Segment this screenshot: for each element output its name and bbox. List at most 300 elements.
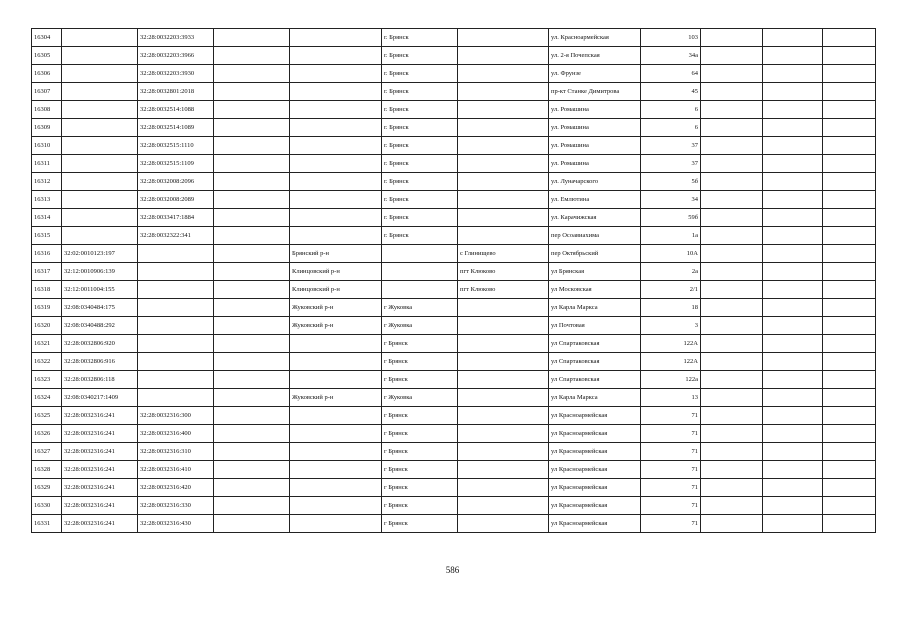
cell-empty: [214, 29, 290, 47]
cell-row-number: 16310: [32, 137, 62, 155]
cell-city: г. Брянск: [382, 83, 458, 101]
cell-city: г Брянск: [382, 425, 458, 443]
cell-street: ул Красноармейская: [549, 443, 641, 461]
cell-cadastral-number: [138, 335, 214, 353]
cell-street: ул. 2-я Почепская: [549, 47, 641, 65]
cell-row-number: 16324: [32, 389, 62, 407]
cell-house-number: 71: [641, 425, 701, 443]
cell-empty: [823, 317, 876, 335]
cell-locality: [458, 461, 549, 479]
cell-empty: [823, 245, 876, 263]
cell-empty: [763, 497, 823, 515]
cell-cadastral-number: 32:28:0032316:300: [138, 407, 214, 425]
cell-empty: [701, 263, 763, 281]
cell-street: ул Почтовая: [549, 317, 641, 335]
cell-locality: [458, 407, 549, 425]
cell-row-number: 16321: [32, 335, 62, 353]
cell-empty: [701, 119, 763, 137]
cell-empty: [823, 191, 876, 209]
cell-street: ул Брянская: [549, 263, 641, 281]
cell-parent-cadastral-number: 32:28:0032316:241: [62, 443, 138, 461]
cell-empty: [763, 119, 823, 137]
cell-row-number: 16323: [32, 371, 62, 389]
cell-empty: [763, 317, 823, 335]
cell-cadastral-number: [138, 281, 214, 299]
cell-district: [290, 173, 382, 191]
table-row: [32, 65, 876, 83]
table-row: [32, 461, 876, 479]
cell-street: ул Московская: [549, 281, 641, 299]
cell-empty: [701, 461, 763, 479]
cell-locality: [458, 173, 549, 191]
table-row: [32, 479, 876, 497]
cell-row-number: 16318: [32, 281, 62, 299]
cell-district: [290, 65, 382, 83]
cell-parent-cadastral-number: 32:08:0340484:175: [62, 299, 138, 317]
cell-district: [290, 497, 382, 515]
cell-empty: [701, 155, 763, 173]
cell-empty: [763, 83, 823, 101]
cell-cadastral-number: 32:28:0032203:3966: [138, 47, 214, 65]
cell-street: ул Спартаковская: [549, 335, 641, 353]
cell-empty: [823, 119, 876, 137]
cell-empty: [823, 443, 876, 461]
cell-house-number: 10А: [641, 245, 701, 263]
cell-city: г Брянск: [382, 335, 458, 353]
cell-cadastral-number: 32:28:0032316:330: [138, 497, 214, 515]
cell-empty: [701, 389, 763, 407]
cell-empty: [214, 281, 290, 299]
cell-cadastral-number: 32:28:0032514:1088: [138, 101, 214, 119]
cell-empty: [823, 65, 876, 83]
cell-empty: [701, 299, 763, 317]
cell-house-number: 71: [641, 479, 701, 497]
cell-empty: [701, 245, 763, 263]
cell-row-number: 16311: [32, 155, 62, 173]
registry-table-body: [32, 29, 876, 533]
cell-district: [290, 515, 382, 533]
cell-empty: [214, 65, 290, 83]
cell-parent-cadastral-number: 32:02:0010123:197: [62, 245, 138, 263]
cell-empty: [701, 425, 763, 443]
cell-locality: [458, 299, 549, 317]
cell-empty: [214, 461, 290, 479]
cell-empty: [823, 389, 876, 407]
cell-empty: [763, 479, 823, 497]
cell-empty: [763, 299, 823, 317]
cell-row-number: 16304: [32, 29, 62, 47]
cell-parent-cadastral-number: 32:12:0011004:155: [62, 281, 138, 299]
cell-empty: [763, 371, 823, 389]
cell-empty: [701, 101, 763, 119]
cell-cadastral-number: [138, 353, 214, 371]
table-row: [32, 353, 876, 371]
cell-empty: [214, 515, 290, 533]
cell-city: [382, 281, 458, 299]
table-row: [32, 389, 876, 407]
table-row: [32, 407, 876, 425]
cell-parent-cadastral-number: 32:08:0340217:1409: [62, 389, 138, 407]
cell-district: [290, 425, 382, 443]
cell-empty: [701, 335, 763, 353]
table-row: [32, 425, 876, 443]
cell-locality: [458, 335, 549, 353]
cell-empty: [823, 461, 876, 479]
cell-street: ул. Красноармейская: [549, 29, 641, 47]
cell-locality: [458, 209, 549, 227]
cell-empty: [701, 191, 763, 209]
cell-empty: [214, 371, 290, 389]
cell-empty: [823, 353, 876, 371]
cell-city: г. Брянск: [382, 209, 458, 227]
cell-cadastral-number: 32:28:0032316:310: [138, 443, 214, 461]
cell-house-number: 122а: [641, 371, 701, 389]
table-row: [32, 443, 876, 461]
cell-house-number: 34а: [641, 47, 701, 65]
cell-empty: [823, 47, 876, 65]
cell-locality: [458, 497, 549, 515]
cell-empty: [214, 407, 290, 425]
cell-parent-cadastral-number: 32:28:0032316:241: [62, 497, 138, 515]
cell-parent-cadastral-number: 32:28:0032806:916: [62, 353, 138, 371]
cell-street: ул. Карачижская: [549, 209, 641, 227]
cell-locality: [458, 353, 549, 371]
cell-empty: [823, 281, 876, 299]
cell-parent-cadastral-number: 32:28:0032806:118: [62, 371, 138, 389]
cell-district: [290, 209, 382, 227]
cell-empty: [701, 47, 763, 65]
cell-empty: [823, 425, 876, 443]
cell-cadastral-number: 32:28:0032322:341: [138, 227, 214, 245]
cell-empty: [214, 389, 290, 407]
cell-empty: [214, 101, 290, 119]
cell-house-number: 71: [641, 443, 701, 461]
cell-locality: [458, 101, 549, 119]
cell-row-number: 16315: [32, 227, 62, 245]
cell-house-number: 37: [641, 137, 701, 155]
cell-parent-cadastral-number: [62, 47, 138, 65]
cell-empty: [823, 209, 876, 227]
cell-city: г. Брянск: [382, 65, 458, 83]
table-row: [32, 209, 876, 227]
cell-empty: [763, 29, 823, 47]
cell-row-number: 16305: [32, 47, 62, 65]
cell-empty: [823, 371, 876, 389]
cell-row-number: 16317: [32, 263, 62, 281]
cell-house-number: 2а: [641, 263, 701, 281]
table-row: [32, 119, 876, 137]
cell-city: г Брянск: [382, 371, 458, 389]
cell-empty: [763, 389, 823, 407]
cell-district: [290, 47, 382, 65]
cell-city: г. Брянск: [382, 119, 458, 137]
cell-empty: [763, 101, 823, 119]
cell-empty: [214, 353, 290, 371]
cell-locality: [458, 515, 549, 533]
cell-district: [290, 479, 382, 497]
table-row: [32, 101, 876, 119]
cell-empty: [214, 317, 290, 335]
cell-empty: [823, 479, 876, 497]
cell-house-number: 103: [641, 29, 701, 47]
cell-house-number: 71: [641, 497, 701, 515]
cell-empty: [701, 281, 763, 299]
cell-row-number: 16327: [32, 443, 62, 461]
cell-row-number: 16306: [32, 65, 62, 83]
cell-empty: [701, 29, 763, 47]
cell-row-number: 16329: [32, 479, 62, 497]
cell-empty: [823, 335, 876, 353]
cell-cadastral-number: 32:28:0033417:1884: [138, 209, 214, 227]
cell-cadastral-number: 32:28:0032515:1110: [138, 137, 214, 155]
cell-locality: [458, 119, 549, 137]
table-row: [32, 29, 876, 47]
cell-city: г. Брянск: [382, 155, 458, 173]
cell-street: ул. Ромашина: [549, 119, 641, 137]
cell-district: Жуковский р-н: [290, 317, 382, 335]
cell-city: г Брянск: [382, 497, 458, 515]
cell-district: [290, 335, 382, 353]
cell-empty: [214, 479, 290, 497]
cell-empty: [763, 173, 823, 191]
cell-empty: [214, 119, 290, 137]
cell-empty: [823, 173, 876, 191]
cell-parent-cadastral-number: [62, 29, 138, 47]
cell-city: г. Брянск: [382, 227, 458, 245]
cell-empty: [214, 83, 290, 101]
cell-cadastral-number: [138, 371, 214, 389]
cell-district: [290, 353, 382, 371]
cell-empty: [214, 47, 290, 65]
cell-house-number: 59б: [641, 209, 701, 227]
cell-row-number: 16319: [32, 299, 62, 317]
cell-house-number: 122А: [641, 353, 701, 371]
cell-street: ул. Фрунзе: [549, 65, 641, 83]
cell-house-number: 71: [641, 461, 701, 479]
cell-parent-cadastral-number: [62, 137, 138, 155]
table-row: [32, 83, 876, 101]
cell-empty: [214, 263, 290, 281]
cell-city: г Брянск: [382, 407, 458, 425]
cell-empty: [763, 281, 823, 299]
cell-parent-cadastral-number: 32:28:0032806:920: [62, 335, 138, 353]
cell-cadastral-number: 32:28:0032316:410: [138, 461, 214, 479]
cell-district: Брянский р-н: [290, 245, 382, 263]
cell-cadastral-number: [138, 299, 214, 317]
cell-district: [290, 119, 382, 137]
cell-empty: [763, 209, 823, 227]
cell-empty: [763, 461, 823, 479]
cell-street: пер Осоавиахима: [549, 227, 641, 245]
registry-table: [31, 28, 876, 533]
cell-house-number: 34: [641, 191, 701, 209]
page-number: 586: [445, 565, 460, 575]
cell-cadastral-number: 32:28:0032801:2018: [138, 83, 214, 101]
cell-empty: [763, 425, 823, 443]
cell-row-number: 16326: [32, 425, 62, 443]
cell-empty: [214, 299, 290, 317]
cell-city: г. Брянск: [382, 173, 458, 191]
cell-city: [382, 245, 458, 263]
cell-street: ул. Ромашина: [549, 155, 641, 173]
cell-street: ул Карла Маркса: [549, 389, 641, 407]
cell-empty: [701, 173, 763, 191]
cell-empty: [214, 497, 290, 515]
cell-street: пр-кт Станке Димитрова: [549, 83, 641, 101]
cell-district: [290, 371, 382, 389]
cell-empty: [763, 47, 823, 65]
cell-empty: [763, 245, 823, 263]
cell-city: г Жуковка: [382, 389, 458, 407]
cell-empty: [823, 515, 876, 533]
cell-cadastral-number: 32:28:0032203:3933: [138, 29, 214, 47]
cell-empty: [701, 137, 763, 155]
cell-cadastral-number: 32:28:0032316:430: [138, 515, 214, 533]
cell-locality: [458, 191, 549, 209]
cell-city: г. Брянск: [382, 29, 458, 47]
table-row: [32, 299, 876, 317]
cell-city: г. Брянск: [382, 47, 458, 65]
cell-empty: [701, 317, 763, 335]
cell-city: г Жуковка: [382, 299, 458, 317]
cell-row-number: 16322: [32, 353, 62, 371]
cell-parent-cadastral-number: [62, 83, 138, 101]
cell-locality: [458, 425, 549, 443]
cell-district: [290, 29, 382, 47]
cell-empty: [701, 407, 763, 425]
table-row: [32, 497, 876, 515]
cell-empty: [823, 263, 876, 281]
cell-parent-cadastral-number: [62, 209, 138, 227]
cell-district: [290, 407, 382, 425]
cell-street: пер Октябрьский: [549, 245, 641, 263]
cell-street: ул Спартаковская: [549, 371, 641, 389]
cell-locality: [458, 47, 549, 65]
cell-city: г. Брянск: [382, 137, 458, 155]
cell-cadastral-number: [138, 245, 214, 263]
cell-row-number: 16313: [32, 191, 62, 209]
cell-city: г. Брянск: [382, 101, 458, 119]
cell-cadastral-number: 32:28:0032203:3930: [138, 65, 214, 83]
cell-locality: с Глинищево: [458, 245, 549, 263]
cell-street: ул Красноармейская: [549, 479, 641, 497]
cell-district: Жуковский р-н: [290, 299, 382, 317]
cell-locality: [458, 443, 549, 461]
cell-empty: [823, 29, 876, 47]
cell-cadastral-number: 32:28:0032008:2089: [138, 191, 214, 209]
cell-locality: [458, 65, 549, 83]
cell-empty: [701, 497, 763, 515]
registry-sheet: [31, 28, 875, 533]
cell-district: [290, 227, 382, 245]
cell-house-number: 6: [641, 119, 701, 137]
cell-empty: [823, 497, 876, 515]
cell-house-number: 71: [641, 407, 701, 425]
cell-empty: [214, 137, 290, 155]
table-row: [32, 317, 876, 335]
cell-empty: [763, 137, 823, 155]
cell-locality: [458, 371, 549, 389]
table-row: [32, 263, 876, 281]
cell-empty: [763, 353, 823, 371]
cell-row-number: 16320: [32, 317, 62, 335]
cell-row-number: 16325: [32, 407, 62, 425]
cell-locality: пгт Клюково: [458, 281, 549, 299]
cell-house-number: 18: [641, 299, 701, 317]
cell-empty: [701, 227, 763, 245]
cell-parent-cadastral-number: [62, 101, 138, 119]
cell-city: г. Брянск: [382, 191, 458, 209]
cell-empty: [823, 155, 876, 173]
cell-cadastral-number: 32:28:0032316:420: [138, 479, 214, 497]
cell-empty: [763, 515, 823, 533]
cell-empty: [763, 443, 823, 461]
cell-street: ул Красноармейская: [549, 497, 641, 515]
cell-cadastral-number: [138, 317, 214, 335]
cell-empty: [214, 425, 290, 443]
cell-parent-cadastral-number: 32:28:0032316:241: [62, 515, 138, 533]
cell-empty: [701, 515, 763, 533]
cell-house-number: 45: [641, 83, 701, 101]
cell-district: [290, 443, 382, 461]
cell-district: [290, 83, 382, 101]
cell-empty: [214, 227, 290, 245]
cell-locality: [458, 227, 549, 245]
cell-row-number: 16308: [32, 101, 62, 119]
cell-street: ул Красноармейская: [549, 425, 641, 443]
cell-empty: [701, 353, 763, 371]
cell-empty: [763, 227, 823, 245]
table-row: [32, 137, 876, 155]
cell-house-number: 122А: [641, 335, 701, 353]
table-row: [32, 191, 876, 209]
cell-district: Жуковский р-н: [290, 389, 382, 407]
cell-cadastral-number: 32:28:0032515:1109: [138, 155, 214, 173]
cell-empty: [763, 191, 823, 209]
cell-empty: [214, 209, 290, 227]
cell-empty: [763, 263, 823, 281]
cell-district: [290, 137, 382, 155]
cell-locality: [458, 155, 549, 173]
cell-street: ул. Луначарского: [549, 173, 641, 191]
cell-row-number: 16316: [32, 245, 62, 263]
cell-empty: [763, 65, 823, 83]
cell-empty: [763, 155, 823, 173]
table-row: [32, 173, 876, 191]
cell-cadastral-number: 32:28:0032316:400: [138, 425, 214, 443]
cell-district: [290, 155, 382, 173]
cell-parent-cadastral-number: 32:28:0032316:241: [62, 461, 138, 479]
cell-district: Клинцовский р-н: [290, 263, 382, 281]
cell-empty: [214, 335, 290, 353]
cell-empty: [823, 299, 876, 317]
cell-house-number: 71: [641, 515, 701, 533]
cell-parent-cadastral-number: 32:12:0010906:139: [62, 263, 138, 281]
cell-street: ул. Ромашина: [549, 101, 641, 119]
cell-city: [382, 263, 458, 281]
cell-empty: [214, 173, 290, 191]
cell-empty: [823, 407, 876, 425]
cell-city: г Брянск: [382, 443, 458, 461]
cell-locality: [458, 29, 549, 47]
cell-parent-cadastral-number: 32:08:0340488:292: [62, 317, 138, 335]
cell-district: Клинцовский р-н: [290, 281, 382, 299]
cell-parent-cadastral-number: 32:28:0032316:241: [62, 479, 138, 497]
cell-locality: [458, 83, 549, 101]
cell-street: ул. Ромашина: [549, 137, 641, 155]
cell-street: ул. Емлютина: [549, 191, 641, 209]
cell-parent-cadastral-number: [62, 191, 138, 209]
